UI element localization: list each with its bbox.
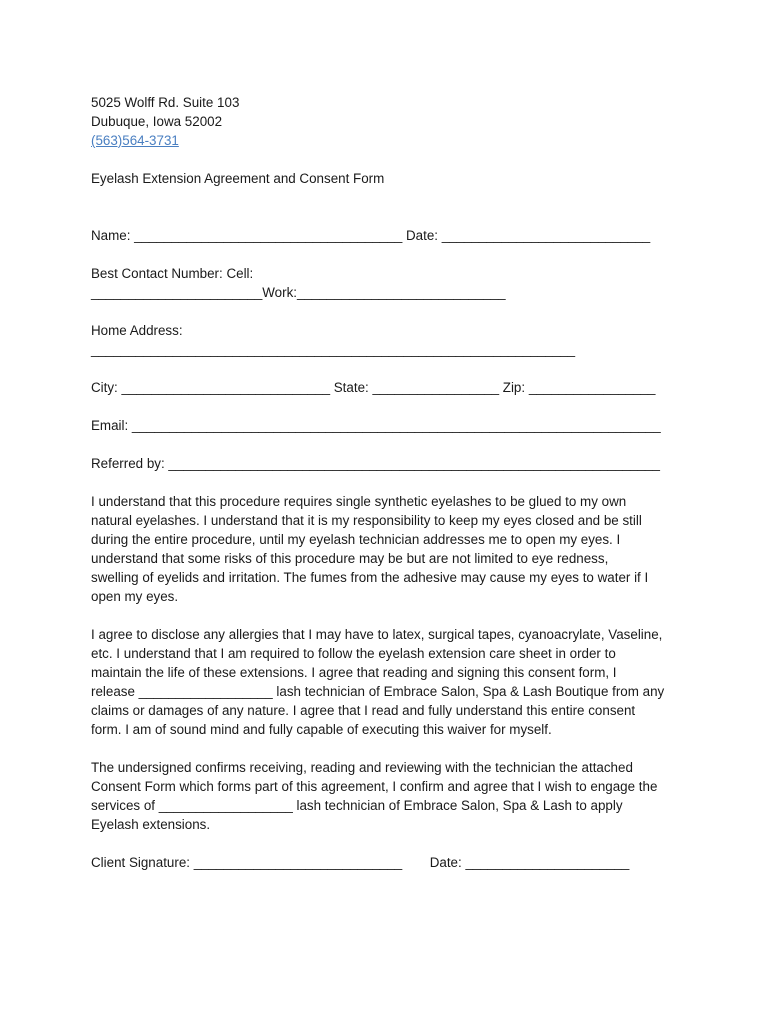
address-line-1: 5025 Wolff Rd. Suite 103 — [91, 95, 240, 110]
contact-label: Best Contact Number: Cell: — [91, 266, 254, 281]
referred-by-field: Referred by: __________________________________________________________________ — [91, 456, 660, 471]
confirmation-paragraph — [91, 758, 691, 834]
phone-link[interactable]: (563)564-3731 — [91, 133, 179, 148]
signature-date-field: Date: ______________________ — [429, 855, 630, 870]
paragraph-line: maintain the life of these extensions. I agree that reading and signing this consent form, I — [91, 665, 617, 680]
procedure-paragraph — [91, 492, 691, 606]
city-state-zip-field: City: ____________________________ State: _________________ Zip: _________________ — [91, 380, 656, 395]
client-signature-field: Client Signature: ____________________________ — [91, 855, 403, 870]
paragraph-line: The undersigned confirms receiving, reading and reviewing with the technician the attached — [91, 760, 633, 775]
paragraph-line: I understand that this procedure requires single synthetic eyelashes to be glued to my own — [91, 494, 627, 509]
paragraph-line: swelling of eyelids and irritation. The fumes from the adhesive may cause my eyes to water if I — [91, 570, 649, 585]
signature-row — [91, 853, 691, 872]
paragraph-line: services of __________________ lash technician of Embrace Salon, Spa & Lash to apply — [91, 798, 623, 813]
email-field: Email: _______________________________________________________________________ — [91, 418, 661, 433]
cell-work-field: _______________________Work:____________________________ — [91, 285, 506, 300]
paragraph-line: Consent Form which forms part of this agreement, I confirm and agree that I wish to engage the — [91, 779, 658, 794]
paragraph-line: natural eyelashes. I understand that it is my responsibility to keep my eyes closed and be still — [91, 513, 642, 528]
paragraph-line: release __________________ lash technician of Embrace Salon, Spa & Lash Boutique from any — [91, 684, 665, 699]
paragraph-line: Eyelash extensions. — [91, 817, 211, 832]
salon-address — [91, 93, 691, 150]
paragraph-line: claims or damages of any nature. I agree that I read and fully understand this entire consent — [91, 703, 636, 718]
allergy-paragraph — [91, 625, 691, 739]
paragraph-line: etc. I understand that I am required to follow the eyelash extension care sheet in order to — [91, 646, 616, 661]
paragraph-line: form. I am of sound mind and fully capable of executing this waiver for myself. — [91, 722, 552, 737]
home-address-line: _________________________________________________________________ — [91, 342, 576, 357]
address-line-2: Dubuque, Iowa 52002 — [91, 114, 223, 129]
paragraph-line: understand that some risks of this procedure may be but are not limited to eye redness, — [91, 551, 609, 566]
paragraph-line: open my eyes. — [91, 589, 179, 604]
form-title: Eyelash Extension Agreement and Consent Form — [91, 171, 385, 186]
consent-form — [91, 93, 691, 872]
paragraph-line: during the entire procedure, until my eyelash technician addresses me to open my eyes. I — [91, 532, 621, 547]
paragraph-line: I agree to disclose any allergies that I may have to latex, surgical tapes, cyanoacrylate, Vaseline, — [91, 627, 663, 642]
name-date-field: Name: ____________________________________ Date: ____________________________ — [91, 228, 651, 243]
home-address-label: Home Address: — [91, 323, 183, 338]
